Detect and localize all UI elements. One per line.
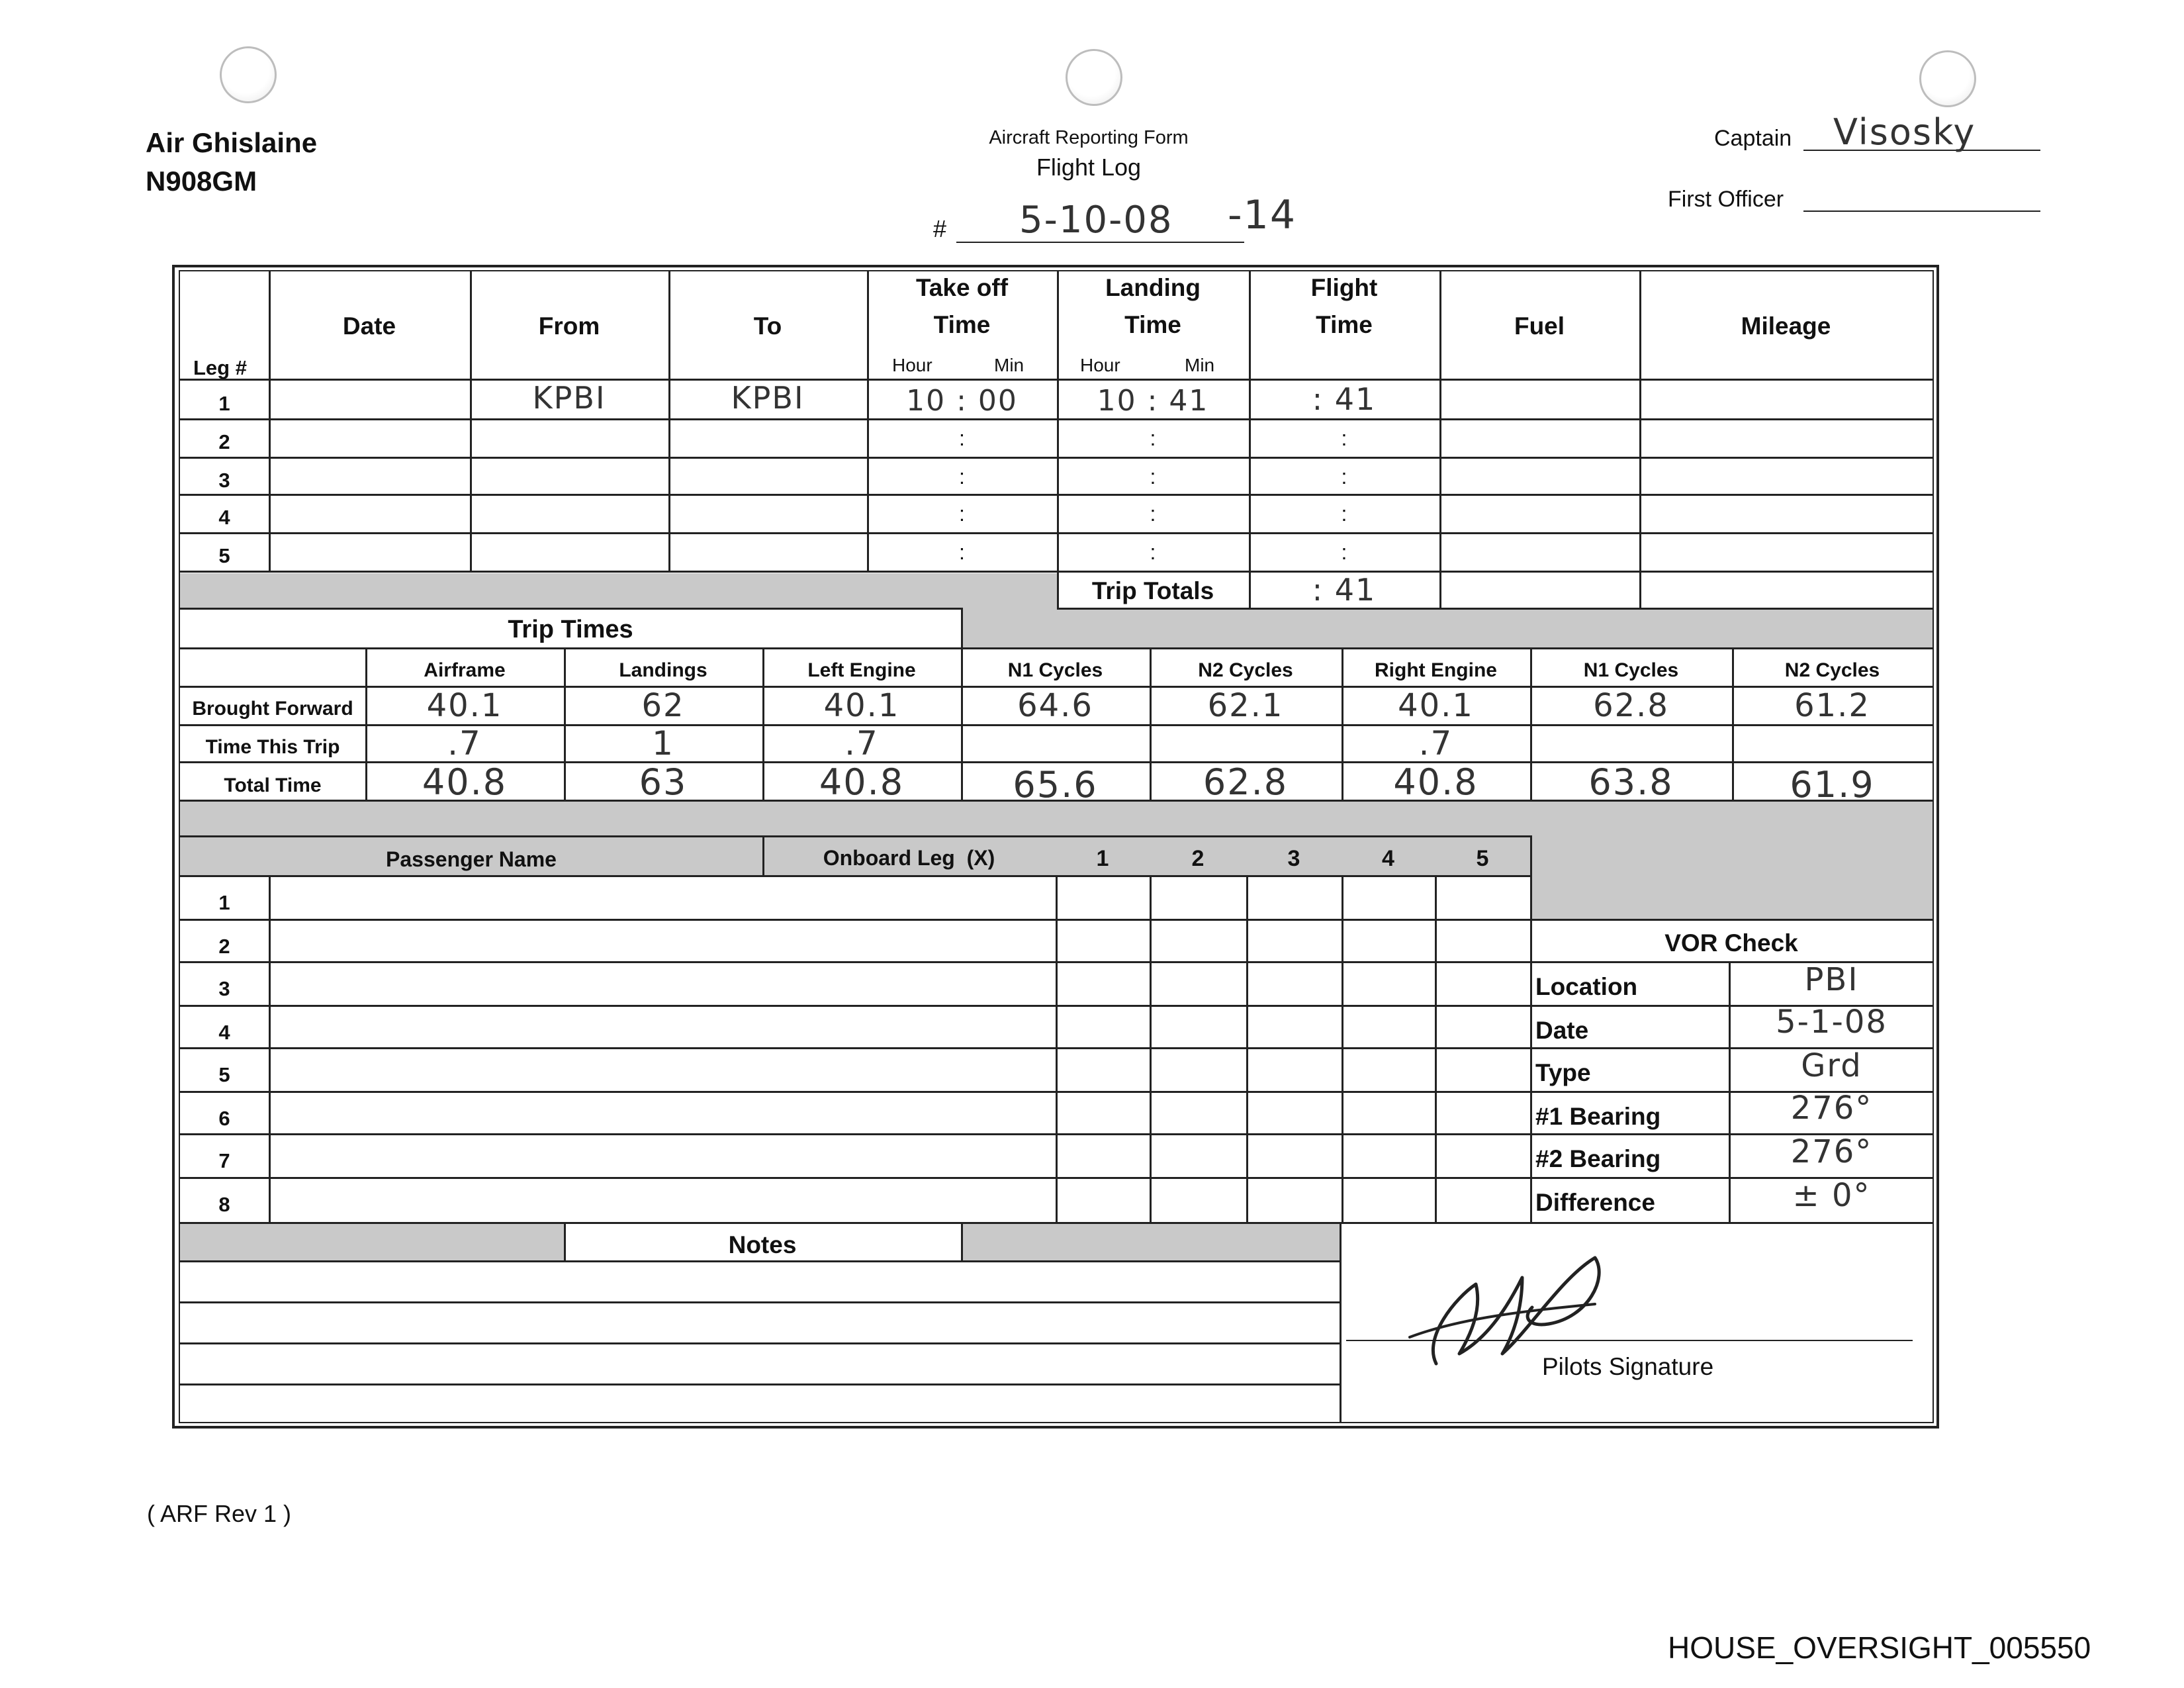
number-suffix: -14 [1228, 192, 1297, 238]
leg-to[interactable]: KPBI [731, 380, 805, 416]
header-landing-min: Min [1185, 355, 1215, 375]
vor-label-bearing-1: #1 Bearing [1535, 1103, 1661, 1130]
header-takeoff-min: Min [994, 355, 1024, 375]
notes-title-right-line [961, 1223, 963, 1262]
value-right-n2-total[interactable]: 61.9 [1790, 764, 1875, 806]
vor-value-bearing-1[interactable]: 276° [1790, 1090, 1873, 1127]
leg-takeoff-time[interactable]: 10 : 00 [906, 384, 1018, 418]
notes-signature-divider [1340, 1223, 1342, 1423]
trip-totals-label: Trip Totals [1091, 577, 1214, 604]
header-mileage: Mileage [1741, 312, 1831, 340]
value-airframe-brought-forward[interactable]: 40.1 [426, 687, 503, 724]
passenger-row-number: 3 [218, 977, 230, 1000]
vor-label-location: Location [1535, 973, 1638, 1000]
trip-times-header-top-line [180, 647, 1933, 649]
leg-flight-time[interactable]: : [1341, 540, 1347, 564]
form-revision: ( ARF Rev 1 ) [147, 1500, 292, 1527]
leg-landing-time[interactable]: : [1150, 465, 1156, 489]
leg-flight-time[interactable]: : [1341, 465, 1347, 489]
value-left-n1-brought-forward[interactable]: 64.6 [1017, 687, 1093, 724]
notes-area[interactable] [182, 1263, 1339, 1422]
form-subtitle: Flight Log [1036, 154, 1142, 181]
passenger-row-number: 5 [218, 1063, 230, 1086]
captain-label: Captain [1714, 126, 1792, 151]
trip-times-top-line [180, 608, 963, 610]
passenger-row-line-7 [180, 1177, 1532, 1179]
leg-landing-time[interactable]: 10 : 41 [1097, 384, 1209, 418]
notes-label: Notes [728, 1231, 797, 1258]
passenger-name-header: Passenger Name [386, 847, 557, 871]
tail-number: N908GM [146, 165, 257, 197]
leg-takeoff-time[interactable]: : [959, 502, 965, 526]
leg-row-line-4 [180, 532, 1933, 534]
value-landings-total[interactable]: 63 [639, 761, 688, 803]
passenger-row-line-2 [180, 961, 1532, 963]
row-label-total-time: Total Time [224, 774, 322, 796]
form-title: Aircraft Reporting Form [989, 127, 1189, 148]
leg-number: 5 [218, 544, 230, 567]
passenger-row-number: 8 [218, 1193, 230, 1216]
header-landing-line1: Landing [1105, 274, 1201, 301]
trip-times-title: Trip Times [508, 616, 633, 643]
notes-header-line [180, 1260, 1342, 1262]
onboard-col-line-6 [1530, 835, 1532, 1223]
leg-takeoff-time[interactable]: : [959, 540, 965, 564]
passenger-top-line [180, 835, 1532, 837]
col-left-n1-cycles: N1 Cycles [1007, 659, 1103, 681]
onboard-col-line-3 [1246, 875, 1248, 1223]
value-landings-this-trip[interactable]: 1 [652, 724, 674, 763]
header-takeoff-line1: Take off [915, 274, 1009, 301]
onboard-col-line-1 [1056, 875, 1058, 1223]
leg-number: 4 [218, 506, 230, 529]
header-flight-line1: Flight [1310, 274, 1378, 301]
passenger-row-number: 6 [218, 1107, 230, 1130]
onboard-col-line-4 [1342, 875, 1343, 1223]
punch-hole-left [220, 46, 277, 103]
value-left-engine-total[interactable]: 40.8 [819, 761, 905, 803]
leg-landing-time[interactable]: : [1150, 426, 1156, 450]
pilots-signature-label: Pilots Signature [1542, 1353, 1714, 1380]
shade-trip-times-right [963, 608, 1933, 649]
leg-flight-time[interactable]: : [1341, 502, 1347, 526]
value-airframe-total[interactable]: 40.8 [422, 761, 508, 803]
header-date: Date [342, 312, 396, 340]
passenger-num-col-line [269, 875, 271, 1223]
col-right-n1-cycles: N1 Cycles [1583, 659, 1679, 681]
passenger-row-number: 2 [218, 935, 230, 958]
vor-value-date[interactable]: 5-1-08 [1776, 1004, 1888, 1041]
leg-landing-time[interactable]: : [1150, 502, 1156, 526]
vor-value-bearing-2[interactable]: 276° [1790, 1133, 1873, 1170]
value-right-engine-brought-forward[interactable]: 40.1 [1398, 687, 1474, 724]
value-landings-brought-forward[interactable]: 62 [641, 687, 685, 724]
shade-notes-right [961, 1223, 1342, 1260]
header-to: To [753, 312, 782, 340]
onboard-col-line-2 [1150, 875, 1152, 1223]
value-left-engine-brought-forward[interactable]: 40.1 [823, 687, 900, 724]
value-right-n1-brought-forward[interactable]: 62.8 [1593, 687, 1669, 724]
leg-number: 2 [218, 430, 230, 453]
trip-totals-bottom-line [1057, 608, 1933, 610]
leg-number: 1 [218, 392, 230, 415]
header-fuel: Fuel [1514, 312, 1565, 340]
onboard-leg-header: Onboard Leg (X) [823, 846, 995, 870]
vor-value-type[interactable]: Grd [1801, 1047, 1862, 1084]
value-right-engine-this-trip[interactable]: .7 [1418, 724, 1453, 763]
header-from: From [538, 312, 600, 340]
value-left-n2-brought-forward[interactable]: 62.1 [1207, 687, 1284, 724]
header-takeoff-line2: Time [933, 311, 991, 338]
col-airframe: Airframe [424, 659, 506, 681]
number-value: 5-10-08 [1019, 199, 1173, 242]
passenger-row-number: 7 [218, 1149, 230, 1172]
leg-row-line-1 [180, 418, 1933, 420]
trip-times-title-right-line [961, 608, 963, 649]
vor-value-location[interactable]: PBI [1804, 961, 1859, 998]
vor-value-difference[interactable]: ± 0° [1792, 1177, 1871, 1214]
row-label-brought-forward: Brought Forward [192, 698, 353, 720]
vor-label-type: Type [1535, 1059, 1591, 1086]
value-right-n2-brought-forward[interactable]: 61.2 [1794, 687, 1870, 724]
onboard-col-line-5 [1435, 875, 1437, 1223]
col-right-engine: Right Engine [1375, 659, 1497, 681]
header-takeoff-hour: Hour [892, 355, 933, 375]
number-underline [956, 242, 1244, 243]
bates-number: HOUSE_OVERSIGHT_005550 [1668, 1630, 2091, 1665]
passenger-row-line-6 [180, 1133, 1532, 1135]
shade-vor-top [1532, 875, 1933, 919]
value-right-engine-total[interactable]: 40.8 [1393, 761, 1479, 803]
col-left-engine: Left Engine [807, 659, 916, 681]
first-officer-underline [1803, 211, 2040, 212]
vor-top-line [1530, 919, 1933, 921]
captain-value[interactable]: Visosky [1833, 111, 1976, 153]
leg-flight-time[interactable]: : 41 [1312, 381, 1377, 417]
punch-hole-right [1919, 50, 1976, 107]
number-label: # [933, 215, 947, 242]
leg-header-bottom-line [180, 379, 1933, 381]
leg-row-line-2 [180, 457, 1933, 459]
passenger-row-line-1 [180, 919, 1532, 921]
shade-notes-left [180, 1223, 564, 1260]
vor-label-difference: Difference [1535, 1189, 1655, 1216]
passenger-row-number: 4 [218, 1021, 230, 1044]
vor-label-bearing-2: #2 Bearing [1535, 1145, 1661, 1172]
passenger-row-line-5 [180, 1091, 1532, 1093]
leg-takeoff-time[interactable]: : [959, 465, 965, 489]
value-airframe-this-trip[interactable]: .7 [447, 724, 482, 763]
header-leg: Leg # [193, 356, 247, 379]
company-name: Air Ghislaine [146, 127, 318, 158]
row-label-time-this-trip: Time This Trip [205, 736, 340, 758]
leg-row-line-3 [180, 494, 1933, 496]
col-right-n2-cycles: N2 Cycles [1784, 659, 1880, 681]
header-landing-hour: Hour [1080, 355, 1120, 375]
value-left-n1-total[interactable]: 65.6 [1013, 764, 1098, 806]
header-flight-line2: Time [1316, 311, 1373, 338]
passenger-row-number: 1 [218, 891, 230, 914]
onboard-leg-2-header: 2 [1191, 846, 1205, 871]
passenger-row-line-3 [180, 1005, 1532, 1007]
leg-from[interactable]: KPBI [532, 380, 606, 416]
passenger-row-line-4 [180, 1047, 1532, 1049]
col-left-n2-cycles: N2 Cycles [1198, 659, 1293, 681]
header-landing-line2: Time [1124, 311, 1181, 338]
first-officer-label: First Officer [1668, 187, 1784, 212]
trip-totals-value[interactable]: : 41 [1312, 572, 1377, 608]
value-right-n1-total[interactable]: 63.8 [1588, 761, 1674, 803]
onboard-leg-1-header: 1 [1096, 846, 1109, 871]
leg-row-line-5 [180, 571, 1933, 573]
vor-check-title: VOR Check [1664, 929, 1798, 957]
col-landings: Landings [619, 659, 707, 681]
leg-number: 3 [218, 469, 230, 492]
leg-flight-time[interactable]: : [1341, 426, 1347, 450]
onboard-leg-5-header: 5 [1476, 846, 1489, 871]
punch-hole-center [1066, 49, 1122, 106]
passenger-header-line [180, 875, 1532, 877]
leg-takeoff-time[interactable]: : [959, 426, 965, 450]
pilot-signature-scribble [1396, 1238, 1615, 1370]
onboard-leg-3-header: 3 [1287, 846, 1300, 871]
value-left-n2-total[interactable]: 62.8 [1203, 761, 1289, 803]
leg-landing-time[interactable]: : [1150, 540, 1156, 564]
vor-label-date: Date [1535, 1017, 1589, 1044]
shade-trip-totals [180, 573, 1057, 608]
value-left-engine-this-trip[interactable]: .7 [844, 724, 879, 763]
onboard-leg-4-header: 4 [1382, 846, 1394, 871]
